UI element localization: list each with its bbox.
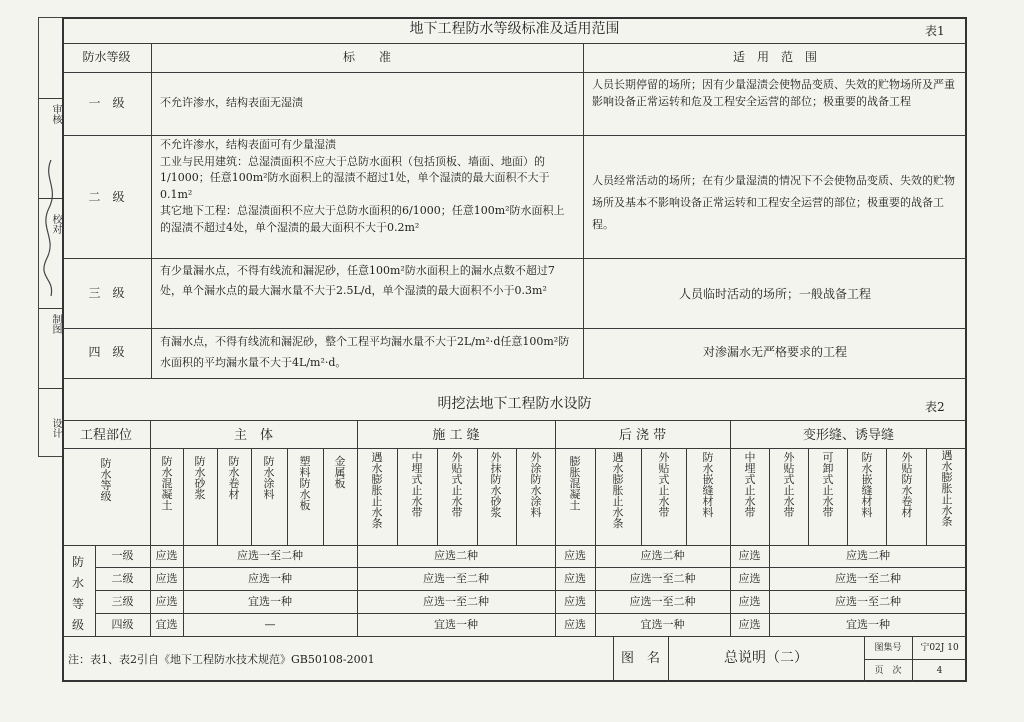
measure-pour-3: 防水嵌缝材料 xyxy=(702,451,714,519)
table1-scope-1: 人员长期停留的场所；因有少量湿渍会使物品变质、失效的贮物场所及严重影响设备正常运转和危及工程安全运营的部位；极重要的战备工程 xyxy=(592,78,955,108)
level-4-pour-other: 宜选一种 xyxy=(640,618,685,631)
table1-scope-3: 人员临时活动的场所；一般战备工程 xyxy=(678,287,871,301)
level-4-main-concrete: 宜选 xyxy=(155,618,178,631)
level-3-deform-other: 应选一至二种 xyxy=(835,595,901,608)
measure-deform-5: 遇水膨胀止水条 xyxy=(941,449,953,528)
signature-strip xyxy=(38,17,62,457)
level-1-joint: 应选二种 xyxy=(434,549,478,562)
table1-scope-2: 人员经常活动的场所；在有少量湿渍的情况下不会使物品变质、失效的贮物场所及基本不影响设备正常运转和工程安全运营的部位；极重要的战备工程。 xyxy=(592,174,955,231)
measure-deform-2: 可卸式止水带 xyxy=(822,451,834,519)
table1-standard-2: 不允许渗水，结构表面可有少量湿渍 工业与民用建筑：总湿渍面积不应大于总防水面积（包括顶板、墙面、地面）的1/1000；任意100m²防水面积上的湿渍不超过1处，单个湿渍的最大面积不大于0.1m² 其它地下工程：总湿渍面积不应大于总防水面积的6/1000；任意100m²防水面积上的湿渍不超过4处，单个湿渍的最大面积不大于0.2m² xyxy=(160,138,565,234)
level-4-pour-concrete: 应选 xyxy=(564,618,586,631)
measure-deform-0: 中埋式止水带 xyxy=(744,451,756,519)
table1-header-scope: 适 用 范 围 xyxy=(732,50,817,64)
table1-grade-3: 三 级 xyxy=(88,286,125,300)
level-2-main-concrete: 应选 xyxy=(155,572,178,585)
table1-tag: 表1 xyxy=(925,24,945,38)
level-2-pour-concrete: 应选 xyxy=(564,572,586,585)
level-4-joint: 宜选一种 xyxy=(434,618,478,631)
level-4-main-other: — xyxy=(264,618,276,631)
measure-main-1: 防水砂浆 xyxy=(194,455,206,501)
measure-joint-1: 中埋式止水带 xyxy=(411,451,423,519)
level-4: 四级 xyxy=(111,618,134,631)
title-block-atlas: 宁02J 10 xyxy=(920,643,959,653)
table2-group-main: 主 体 xyxy=(233,428,273,443)
table2-group-deform: 变形缝、诱导缝 xyxy=(802,428,894,443)
level-3-main-other: 宜选一种 xyxy=(248,595,292,608)
title-block-name-label: 图 名 xyxy=(620,651,660,666)
table1-scope-4: 对渗漏水无严格要求的工程 xyxy=(702,345,847,359)
title-block-atlas-label: 图集号 xyxy=(874,643,902,653)
measure-deform-4: 外贴防水卷材 xyxy=(901,451,913,519)
measure-main-5: 金属板 xyxy=(334,455,346,490)
level-1-main-other: 应选一至二种 xyxy=(237,549,303,562)
level-3-deform-waterstop: 应选 xyxy=(738,595,761,608)
table1-header-grade: 防水等级 xyxy=(82,50,131,64)
level-3-main-concrete: 应选 xyxy=(155,595,178,608)
sidebar-label-design: 设计 xyxy=(50,418,61,438)
measure-pour-1: 遇水膨胀止水条 xyxy=(612,451,624,530)
table1-title: 地下工程防水等级标准及适用范围 xyxy=(409,21,620,37)
table1-standard-1: 不允许渗水，结构表面无湿渍 xyxy=(160,96,303,109)
title-block-page: 4 xyxy=(936,666,943,676)
table2-group-joint: 施 工 缝 xyxy=(432,428,480,443)
measure-joint-4: 外涂防水涂料 xyxy=(530,451,542,519)
footnote: 注：表1、表2引自《地下工程防水技术规范》GB50108-2001 xyxy=(68,653,375,666)
level-3-pour-concrete: 应选 xyxy=(564,595,586,608)
level-3-pour-other: 应选一至二种 xyxy=(629,595,696,608)
sidebar-label-drawing: 制图 xyxy=(50,314,61,334)
table2-group-part: 工程部位 xyxy=(79,428,132,443)
level-3-joint: 应选一至二种 xyxy=(423,595,489,608)
title-block-page-label: 页 次 xyxy=(874,666,902,676)
level-1-pour-other: 应选二种 xyxy=(640,549,685,562)
table2-title: 明挖法地下工程防水设防 xyxy=(437,396,592,412)
level-4-deform-other: 宜选一种 xyxy=(846,618,890,631)
measure-joint-2: 外贴式止水带 xyxy=(451,451,463,519)
level-2-deform-other: 应选一至二种 xyxy=(835,572,901,585)
measure-deform-1: 外贴式止水带 xyxy=(783,451,795,519)
level-2-joint: 应选一至二种 xyxy=(423,572,489,585)
level-2: 二级 xyxy=(111,572,134,585)
table2-group-pour: 后 浇 带 xyxy=(618,428,667,443)
table1-grade-4: 四 级 xyxy=(88,345,125,359)
level-1-deform-waterstop: 应选 xyxy=(738,549,761,562)
measure-main-0: 防水混凝土 xyxy=(161,455,173,512)
measure-deform-3: 防水嵌缝材料 xyxy=(861,451,873,519)
level-1-main-concrete: 应选 xyxy=(155,549,178,562)
measure-pour-0: 膨胀混凝土 xyxy=(569,455,581,512)
level-2-main-other: 应选一种 xyxy=(248,572,292,585)
level-4-deform-waterstop: 应选 xyxy=(738,618,761,631)
level-1-deform-other: 应选二种 xyxy=(846,549,890,562)
level-1: 一级 xyxy=(111,549,134,562)
measure-pour-2: 外贴式止水带 xyxy=(658,451,670,519)
table2-row-header: 防水等级 xyxy=(72,555,85,632)
level-2-pour-other: 应选一至二种 xyxy=(629,572,696,585)
table1-grade-2: 二 级 xyxy=(88,190,125,204)
signature-scribble xyxy=(41,158,61,298)
table1-header-standard: 标 准 xyxy=(342,50,391,64)
sidebar-label-review: 审核 xyxy=(50,104,61,124)
measure-main-3: 防水涂料 xyxy=(263,455,275,501)
level-2-deform-waterstop: 应选 xyxy=(738,572,761,585)
table1-standard-4: 有漏水点，不得有线流和漏泥砂，整个工程平均漏水量不大于2L/m²·d任意100m²防水面积的平均漏水量不大于4L/m²·d。 xyxy=(160,335,570,369)
title-block-name: 总说明（二） xyxy=(724,650,808,666)
sidebar-label-proofread: 校对 xyxy=(50,214,61,234)
table2-corner-label: 防水等级 xyxy=(100,457,112,503)
measure-joint-0: 遇水膨胀止水条 xyxy=(371,451,383,530)
measure-main-4: 塑料防水板 xyxy=(299,455,311,512)
table1-grade-1: 一 级 xyxy=(88,96,125,110)
measure-joint-3: 外抹防水砂浆 xyxy=(490,451,502,519)
table2-tag: 表2 xyxy=(925,400,945,414)
level-3: 三级 xyxy=(111,595,134,608)
table1-standard-3: 有少量漏水点，不得有线流和漏泥砂，任意100m²防水面积上的漏水点数不超过7处，单个漏水点的最大漏水量不大于2.5L/d，单个湿渍的最大面积不小于0.3m² xyxy=(160,264,555,297)
measure-main-2: 防水卷材 xyxy=(228,455,240,501)
level-1-pour-concrete: 应选 xyxy=(564,549,586,562)
